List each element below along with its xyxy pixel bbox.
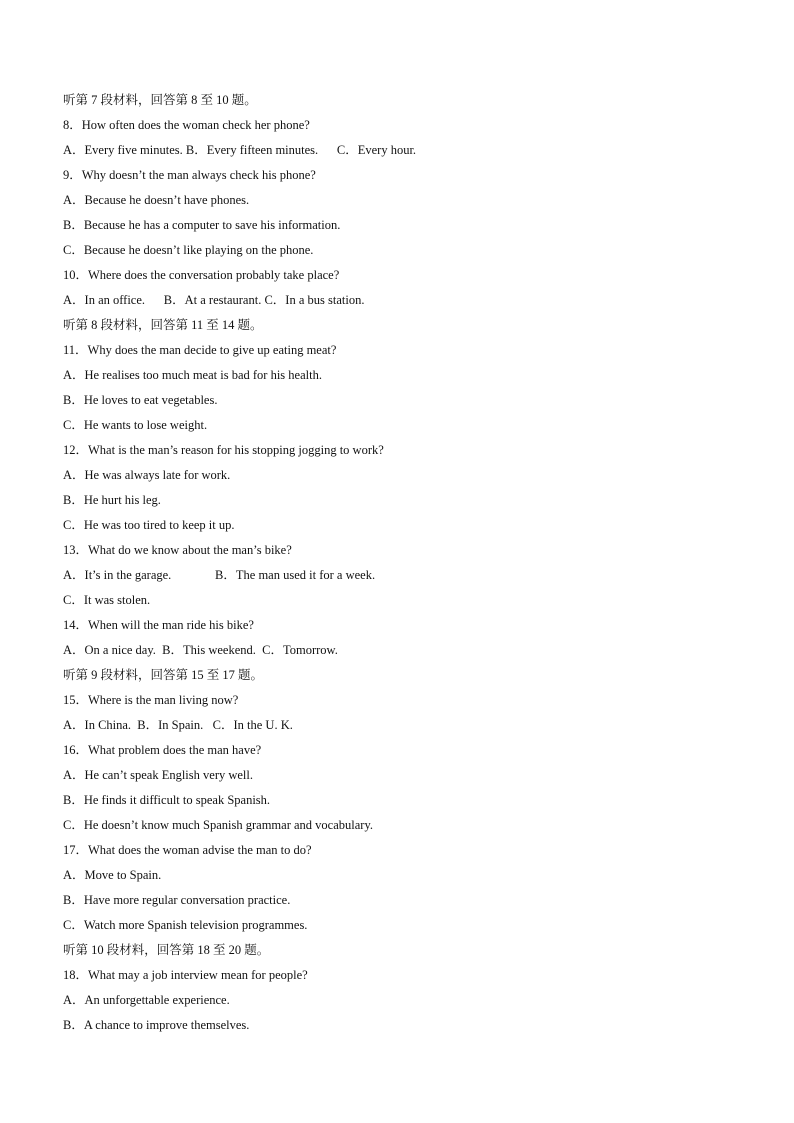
section-heading: 听第 8 段材料，回答第 11 至 14 题。: [63, 318, 263, 332]
option-line: B．He finds it difficult to speak Spanish.: [63, 793, 271, 807]
option-line: A．An unforgettable experience.: [63, 993, 230, 1007]
option-line: B．He loves to eat vegetables.: [63, 393, 218, 407]
question-line: 9．Why doesn’t the man always check his phone?: [63, 168, 316, 182]
option-line: B．A chance to improve themselves.: [63, 1018, 250, 1032]
option-line: A．He realises too much meat is bad for his health.: [63, 368, 322, 382]
option-line: A．On a nice day. B．This weekend. C．Tomorrow.: [63, 643, 338, 657]
option-line: A．He can’t speak English very well.: [63, 768, 253, 782]
option-line: A．Because he doesn’t have phones.: [63, 193, 250, 207]
option-line: A．In an office. B．At a restaurant. C．In a bus station.: [63, 293, 365, 307]
question-line: 15．Where is the man living now?: [63, 693, 239, 707]
question-line: 10．Where does the conversation probably take place?: [63, 268, 340, 282]
option-line: C．He doesn’t know much Spanish grammar and vocabulary.: [63, 818, 374, 832]
section-heading: 听第 7 段材料，回答第 8 至 10 题。: [63, 93, 257, 107]
option-line: B．Because he has a computer to save his information.: [63, 218, 341, 232]
question-line: 8．How often does the woman check her phone?: [63, 118, 310, 132]
question-line: 11．Why does the man decide to give up eating meat?: [63, 343, 337, 357]
option-line: C．It was stolen.: [63, 593, 151, 607]
option-line: C．Watch more Spanish television programmes.: [63, 918, 308, 932]
option-line: A．He was always late for work.: [63, 468, 231, 482]
option-line: A．In China. B．In Spain. C．In the U. K.: [63, 718, 293, 732]
option-line: A．It’s in the garage. B．The man used it for a week.: [63, 568, 376, 582]
option-line: C．He wants to lose weight.: [63, 418, 208, 432]
section-heading: 听第 10 段材料，回答第 18 至 20 题。: [63, 943, 270, 957]
question-line: 13．What do we know about the man’s bike?: [63, 543, 292, 557]
option-line: A．Move to Spain.: [63, 868, 162, 882]
question-line: 12．What is the man’s reason for his stopping jogging to work?: [63, 443, 384, 457]
question-line: 14．When will the man ride his bike?: [63, 618, 254, 632]
section-heading: 听第 9 段材料，回答第 15 至 17 题。: [63, 668, 264, 682]
document-body: [63, 88, 763, 1038]
option-line: B．He hurt his leg.: [63, 493, 161, 507]
question-line: 17．What does the woman advise the man to do?: [63, 843, 312, 857]
option-line: C．Because he doesn’t like playing on the phone.: [63, 243, 314, 257]
option-line: A．Every five minutes. B．Every fifteen minutes. C．Every hour.: [63, 143, 417, 157]
question-line: 18．What may a job interview mean for people?: [63, 968, 308, 982]
option-line: C．He was too tired to keep it up.: [63, 518, 235, 532]
option-line: B．Have more regular conversation practice.: [63, 893, 291, 907]
question-line: 16．What problem does the man have?: [63, 743, 262, 757]
